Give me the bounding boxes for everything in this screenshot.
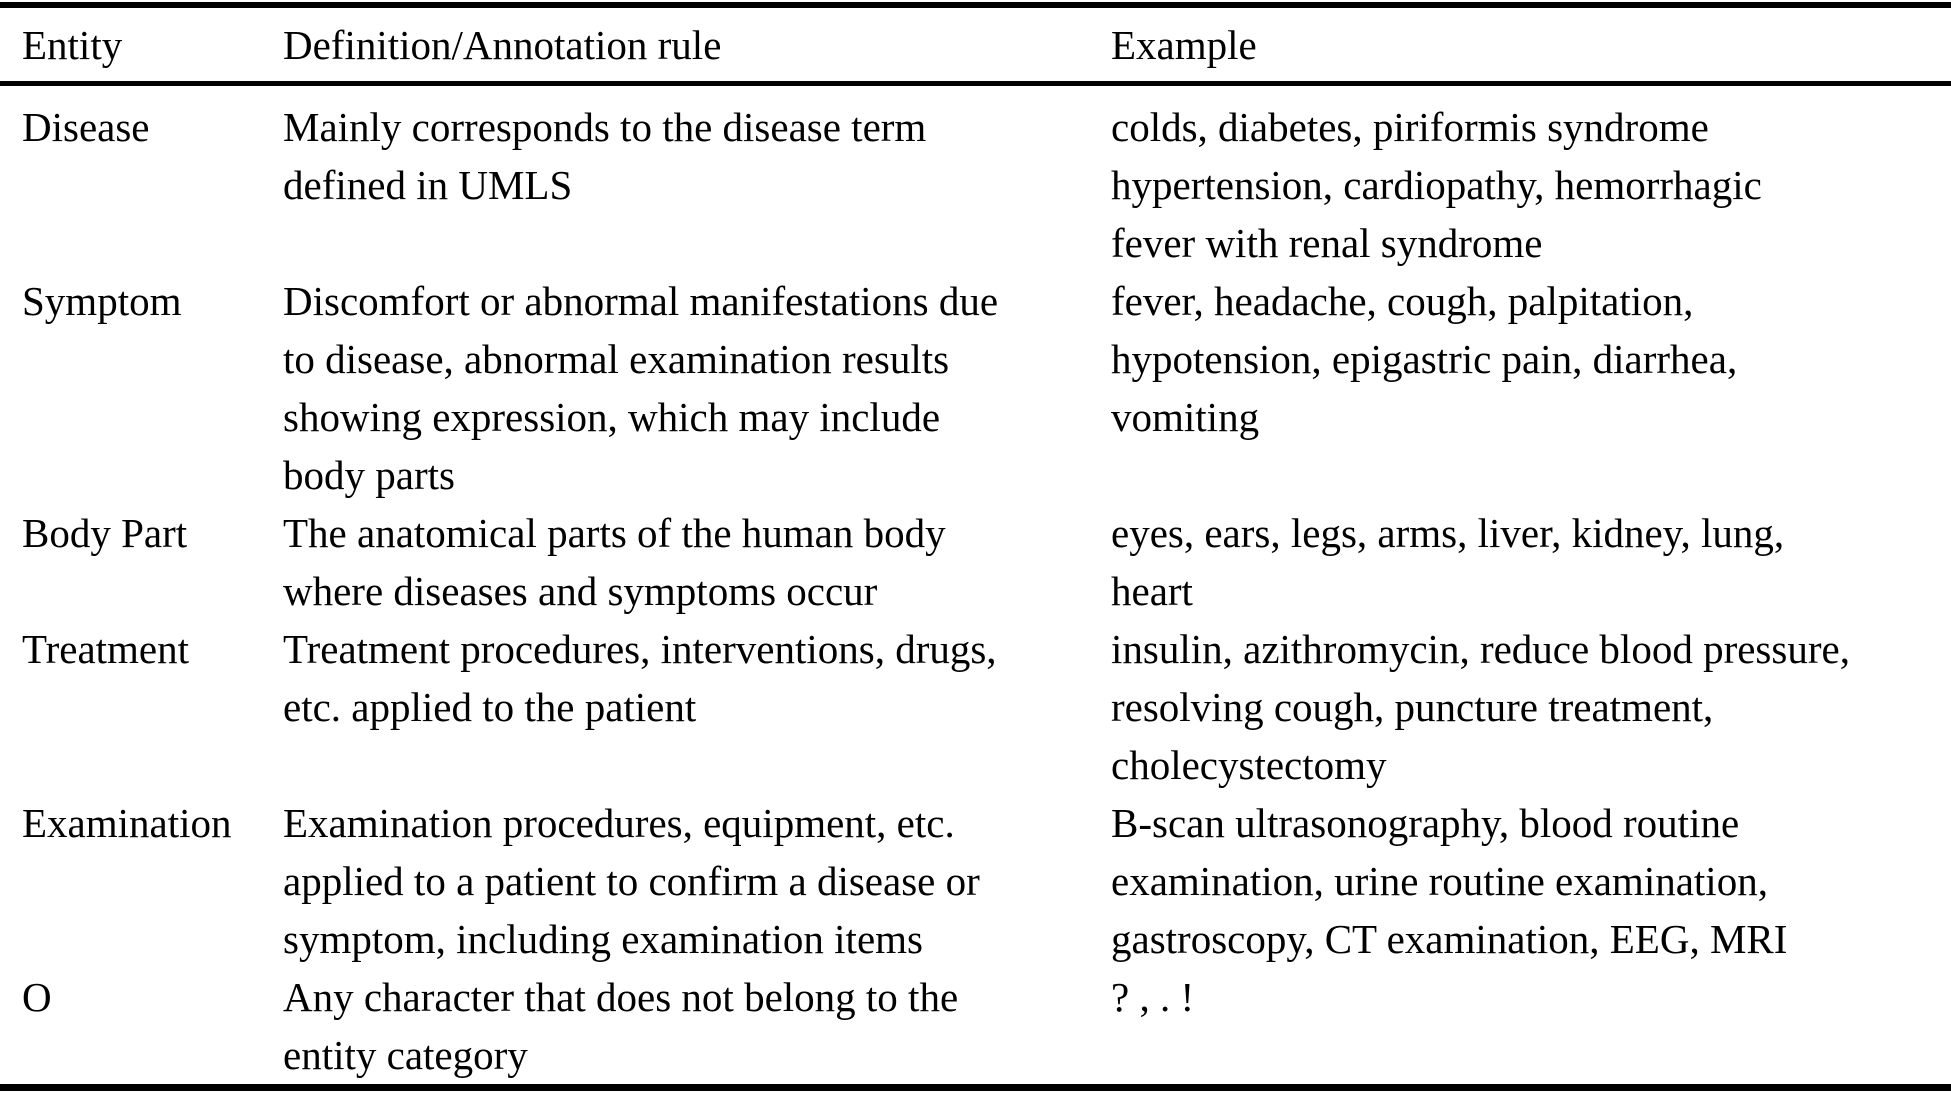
text-line: fever, headache, cough, palpitation, — [1111, 278, 1694, 324]
text-line: ? , . ! — [1111, 974, 1195, 1020]
text-line: where diseases and symptoms occur — [283, 568, 878, 614]
text-line: fever with renal syndrome — [1111, 220, 1543, 266]
text-line: B-scan ultrasonography, blood routine — [1111, 800, 1740, 846]
table-row — [0, 272, 1951, 504]
text-line: Discomfort or abnormal manifestations due — [283, 278, 999, 324]
entity-label — [0, 504, 283, 620]
text-line: Treatment — [22, 626, 190, 672]
text-line: applied to a patient to confirm a disease or — [283, 858, 980, 904]
entity-label — [0, 794, 283, 968]
column-header-example: Example — [1111, 5, 1951, 84]
header-row — [0, 5, 1951, 84]
text-line: resolving cough, puncture treatment, — [1111, 684, 1714, 730]
text-line: Any character that does not belong to the — [283, 974, 959, 1020]
example-text — [1111, 272, 1951, 504]
text-line: entity category — [283, 1032, 528, 1078]
column-header-definition: Definition/Annotation rule — [283, 5, 1111, 84]
table-row — [0, 968, 1951, 1088]
text-line: Treatment procedures, interventions, drugs, — [283, 626, 997, 672]
text-line: colds, diabetes, piriformis syndrome — [1111, 104, 1709, 150]
text-line: Body Part — [22, 510, 188, 556]
definition-text — [283, 504, 1111, 620]
example-text — [1111, 84, 1951, 273]
table-row — [0, 620, 1951, 794]
table-header — [0, 5, 1951, 84]
text-line: cholecystectomy — [1111, 742, 1387, 788]
text-line: eyes, ears, legs, arms, liver, kidney, lung, — [1111, 510, 1785, 556]
text-line: Examination procedures, equipment, etc. — [283, 800, 955, 846]
text-line: O — [22, 974, 52, 1020]
definition-text — [283, 272, 1111, 504]
example-text — [1111, 620, 1951, 794]
text-line: examination, urine routine examination, — [1111, 858, 1768, 904]
example-text — [1111, 968, 1951, 1088]
entity-label — [0, 84, 283, 273]
text-line: body parts — [283, 452, 455, 498]
definition-text — [283, 968, 1111, 1088]
text-line: heart — [1111, 568, 1193, 614]
text-line: defined in UMLS — [283, 162, 573, 208]
text-line: insulin, azithromycin, reduce blood pressure, — [1111, 626, 1850, 672]
table-row — [0, 504, 1951, 620]
table-row — [0, 84, 1951, 273]
text-line: hypertension, cardiopathy, hemorrhagic — [1111, 162, 1762, 208]
text-line: Symptom — [22, 278, 182, 324]
text-line: showing expression, which may include — [283, 394, 941, 440]
entity-label — [0, 968, 283, 1088]
text-line: hypotension, epigastric pain, diarrhea, — [1111, 336, 1738, 382]
text-line: vomiting — [1111, 394, 1260, 440]
text-line: Disease — [22, 104, 150, 150]
definition-text — [283, 794, 1111, 968]
text-line: Examination — [22, 800, 232, 846]
table-body — [0, 84, 1951, 1088]
definition-text — [283, 620, 1111, 794]
column-header-entity: Entity — [0, 5, 283, 84]
text-line: etc. applied to the patient — [283, 684, 697, 730]
example-text — [1111, 794, 1951, 968]
entity-label — [0, 620, 283, 794]
text-line: symptom, including examination items — [283, 916, 923, 962]
entity-label — [0, 272, 283, 504]
example-text — [1111, 504, 1951, 620]
text-line: gastroscopy, CT examination, EEG, MRI — [1111, 916, 1788, 962]
text-line: to disease, abnormal examination results — [283, 336, 950, 382]
text-line: Mainly corresponds to the disease term — [283, 104, 927, 150]
text-line: The anatomical parts of the human body — [283, 510, 946, 556]
table-row — [0, 794, 1951, 968]
entity-annotation-table — [0, 2, 1951, 1091]
definition-text — [283, 84, 1111, 273]
